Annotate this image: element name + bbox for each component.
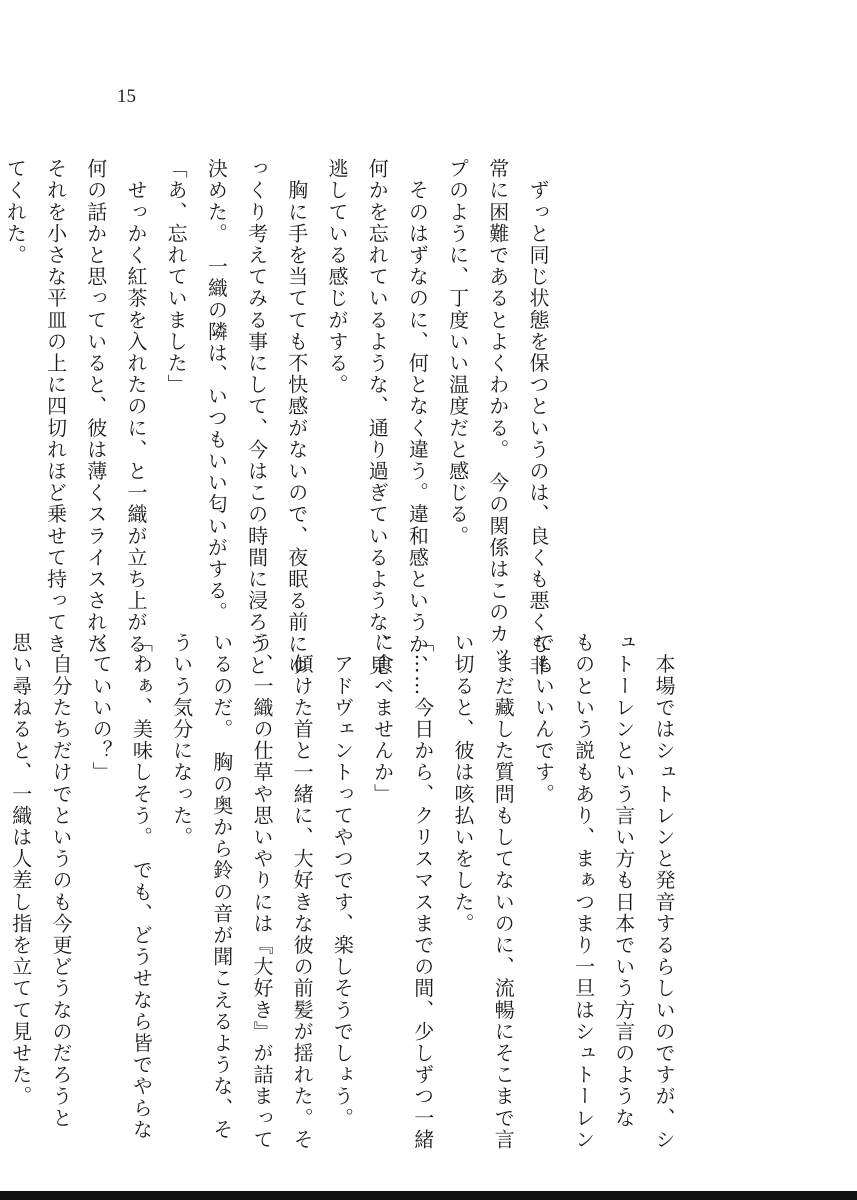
text-line: アドヴェントってやつです、楽しそうでしょう。	[330, 632, 355, 1129]
text-line: 自分たちだけでというのも今更どうなのだろうと	[48, 632, 73, 1129]
text-line	[0, 632, 1, 1088]
bottom-border	[0, 1191, 857, 1200]
text-line: くていいの？」	[89, 632, 114, 784]
text-line: 「あ、忘れていました」	[164, 158, 189, 396]
lower-text-column	[8, 632, 684, 1151]
text-line: せっかく紅茶を入れたのに、と一織が立ち上がる。	[123, 158, 148, 677]
text-line: てくれた。	[3, 158, 28, 266]
text-line: でもいいんです。	[531, 632, 556, 805]
text-line: ものという説もあり、まぁつまり一旦はシュトーレン	[571, 632, 596, 1151]
text-line: 傾けた首と一緒に、大好きな彼の前髪が揺れた。そ	[290, 632, 315, 1151]
text-line: それを小さな平皿の上に四切れほど乗せて持ってき	[43, 158, 68, 655]
text-line: 常に困難であるとよくわかる。 今の関係はこのカッ	[485, 158, 510, 667]
text-line: ュトーレンという言い方も日本でいう方言のような	[611, 632, 636, 1129]
text-line: い切ると、彼は咳払いをした。	[450, 632, 475, 935]
text-line: まだ藏した質問もしてないのに、流暢にそこまで言	[491, 632, 516, 1151]
text-line: ういう気分になった。	[169, 632, 194, 848]
text-line: に食べませんか」	[370, 632, 395, 805]
text-line: っくり考えてみる事にして、今はこの時間に浸ろうと	[244, 158, 269, 677]
upper-text-column	[3, 158, 558, 677]
text-line: そのはずなのに、何となく違う。違和感というか、	[405, 158, 430, 677]
text-line: 何かを忘れているような、通り過ぎているような、見	[365, 158, 390, 677]
text-line: 決めた。 一織の隣は、いつもいい匂いがする。	[204, 158, 229, 624]
text-line: う、一織の仕草や思いやりには『大好き』が詰まって	[249, 632, 274, 1151]
text-line: いるのだ。 胸の奥から鈴の音が聞こえるような、そ	[209, 632, 234, 1141]
text-line: 何の話かと思っていると、彼は薄くスライスされた	[83, 158, 108, 655]
page-number: 15	[117, 86, 136, 107]
text-line: 思い尋ねると、一織は人差し指を立てて見せた。	[8, 632, 33, 1108]
text-line: プのように、丁度いい温度だと感じる。	[445, 158, 470, 547]
text-line: 「……今日から、クリスマスまでの間、少しずつ一緒	[410, 632, 435, 1151]
text-line: 胸に手を当てても不快感がないので、夜眠る前にゆ	[284, 158, 309, 677]
text-line: ずっと同じ状態を保つというのは、良くも悪くも非	[526, 158, 550, 677]
text-line: 「わぁ、美味しそう。 でも、どうせなら皆でやらな	[129, 632, 154, 1141]
text-line: 本場ではシュトレンと発音するらしいのですが、シ	[652, 632, 676, 1151]
text-line: 逃している感じがする。	[324, 158, 349, 396]
